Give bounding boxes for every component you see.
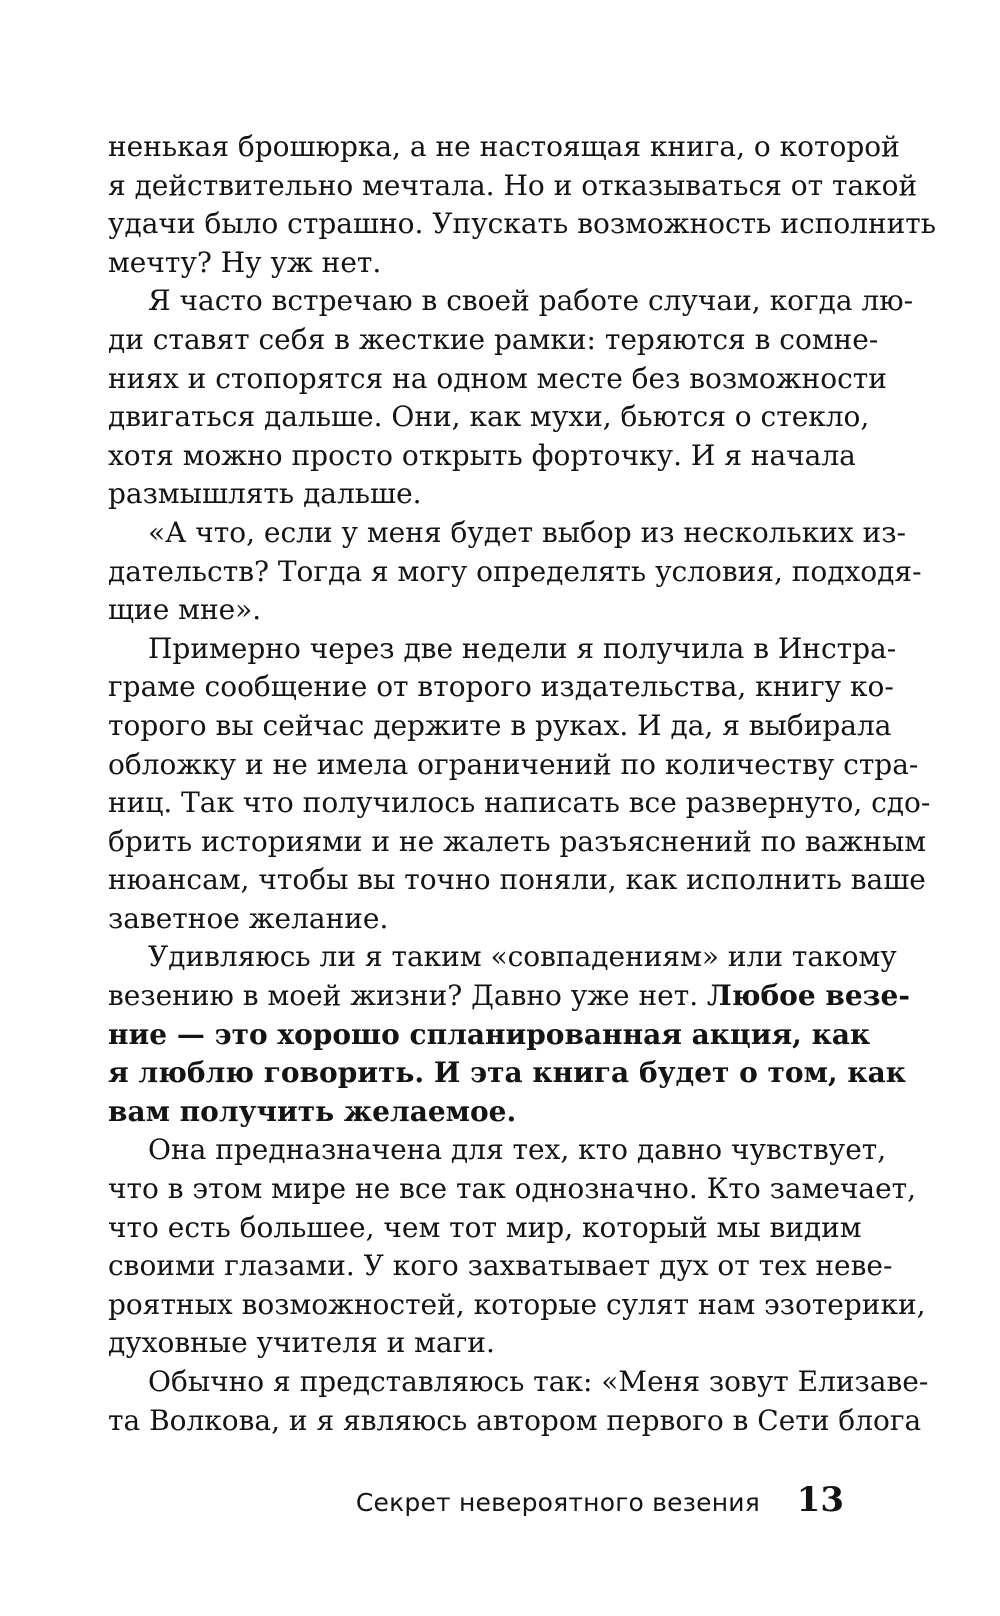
- text-line: брить историями и не жалеть разъяснений по важным: [108, 824, 927, 858]
- text-line: «А что, если у меня будет выбор из нескольких из-: [148, 515, 906, 549]
- paragraph: [108, 282, 914, 514]
- bold-text-line: я люблю говорить. И эта книга будет о том, как: [108, 1056, 906, 1090]
- text-line: хотя можно просто открыть форточку. И я начала: [108, 438, 856, 472]
- page-number: 13: [796, 1480, 844, 1520]
- text-fragment: везению в моей жизни? Давно уже нет.: [108, 979, 708, 1013]
- running-title: Секрет невероятного везения: [355, 1488, 760, 1517]
- text-line: [108, 977, 910, 1016]
- text-line: ниц. Так что получилось написать все развернуто, сдо-: [108, 786, 931, 820]
- text-line: Я часто встречаю в своей работе случаи, когда лю-: [148, 284, 914, 318]
- text-line: духовные учителя и маги.: [108, 1326, 495, 1360]
- text-line: нюансам, чтобы вы точно поняли, как исполнить ваше: [108, 863, 926, 897]
- paragraph: [108, 1131, 926, 1363]
- text-line: заветное желание.: [108, 901, 389, 935]
- text-line: торого вы сейчас держите в руках. И да, я выбирала: [108, 708, 892, 742]
- text-line: дательств? Тогда я могу определять условия, подходя-: [108, 554, 922, 588]
- bold-text-fragment: Любое везе-: [707, 979, 910, 1013]
- text-line: граме сообщение от второго издательства, книгу ко-: [108, 670, 894, 704]
- paragraph: [108, 128, 937, 282]
- text-line: удачи было страшно. Упускать возможность исполнить: [108, 207, 937, 241]
- text-line: двигаться дальше. Они, как мухи, бьются о стекло,: [108, 400, 870, 434]
- text-line: Она предназначена для тех, кто давно чувствует,: [148, 1133, 887, 1167]
- text-line: своими глазами. У кого захватывает дух от тех неве-: [108, 1249, 893, 1283]
- paragraph: [108, 938, 910, 1131]
- text-line: что есть большее, чем тот мир, который мы видим: [108, 1210, 862, 1244]
- text-line: я действительно мечтала. Но и отказываться от такой: [108, 168, 918, 202]
- text-line: что в этом мире не все так однозначно. Кто замечает,: [108, 1172, 917, 1206]
- text-line: щие мне».: [108, 593, 262, 627]
- bold-text-line: вам получить желаемое.: [108, 1094, 517, 1128]
- paragraph: [108, 1363, 929, 1440]
- body-text: [108, 128, 937, 1440]
- text-line: та Волкова, и я являюсь автором первого в Сети блога: [108, 1403, 922, 1437]
- text-line: Удивляюсь ли я таким «совпадениям» или такому: [148, 940, 897, 974]
- text-line: ненькая брошюрка, а не настоящая книга, о которой: [108, 130, 900, 163]
- text-line: мечту? Ну уж нет.: [108, 245, 382, 279]
- bold-text-line: ние — это хорошо спланированная акция, как: [108, 1017, 871, 1051]
- page-footer: [108, 1480, 844, 1528]
- text-line: ниях и стопорятся на одном месте без возможности: [108, 361, 887, 395]
- text-line: роятных возможностей, которые сулят нам эзотерики,: [108, 1287, 926, 1321]
- paragraph: [108, 514, 922, 630]
- text-line: размышлять дальше.: [108, 477, 422, 511]
- text-line: Примерно через две недели я получила в Инстра-: [148, 631, 897, 665]
- text-line: обложку и не имела ограничений по количеству стра-: [108, 747, 919, 781]
- text-line: Обычно я представляюсь так: «Меня зовут Елизаве-: [148, 1365, 929, 1398]
- paragraph: [108, 630, 931, 939]
- text-line: ди ставят себя в жесткие рамки: теряются в сомне-: [108, 322, 879, 356]
